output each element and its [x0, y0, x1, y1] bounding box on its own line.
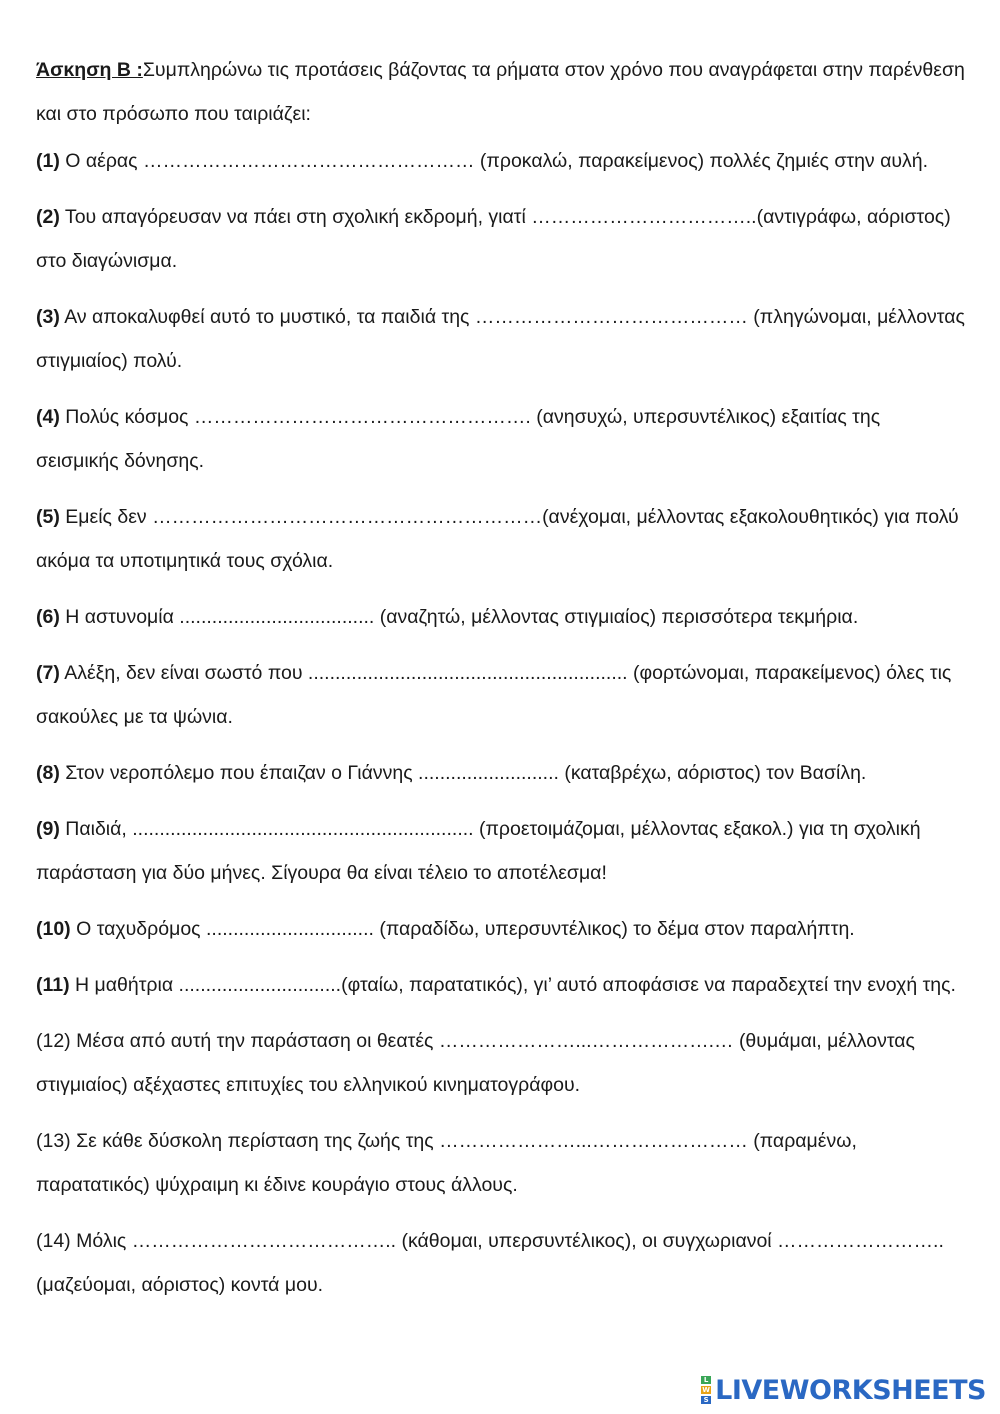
sentence-number: (14)	[36, 1230, 71, 1252]
sentence-text: Η μαθήτρια ..............................(φταίω, παρατατικός), γι’ αυτό αποφάσισε να παραδεχτεί την ενοχή της.	[75, 974, 956, 996]
sentence-number: (4)	[36, 406, 60, 428]
sentence-text: Παιδιά, ............................................................... (προετοιμάζομαι, μέλλοντας εξακολ.) για τη σχολική παράσταση για δύο μήνες. Σίγουρα θα είναι τέλειο το αποτέλεσμα!	[36, 818, 921, 884]
sentence-item	[36, 807, 966, 895]
sentence-number: (1)	[36, 150, 60, 172]
exercise-title: Άσκηση Β :	[36, 59, 143, 81]
exercise-instruction: Συμπληρώνω τις προτάσεις βάζοντας τα ρήματα στον χρόνο που αναγράφεται στην παρένθεση και στο πρόσωπο που ταιριάζει:	[36, 59, 965, 125]
sentence-number: (8)	[36, 762, 60, 784]
sentence-number: (13)	[36, 1130, 71, 1152]
sentence-number: (2)	[36, 206, 60, 228]
sentence-item	[36, 495, 966, 583]
sentence-number: (11)	[36, 974, 70, 996]
sentence-item	[36, 395, 966, 483]
sentence-text: Αλέξη, δεν είναι σωστό που ........................................................... (φορτώνομαι, παρακείμενος) όλες τις σακούλες με τα ψώνια.	[36, 662, 952, 728]
sentence-text: Η αστυνομία .................................... (αναζητώ, μέλλοντας στιγμιαίος) περισσότερα τεκμήρια.	[65, 606, 859, 628]
sentence-number: (9)	[36, 818, 60, 840]
sentence-text: Εμείς δεν ……………………………………………………(ανέχομαι, μέλλοντας εξακολουθητικός) για πολύ ακόμα τα υποτιμητικά τους σχόλια.	[36, 506, 959, 572]
sentence-text: Του απαγόρευσαν να πάει στη σχολική εκδρομή, γιατί ……………………………..(αντιγράφω, αόριστος) στο διαγώνισμα.	[36, 206, 951, 272]
sentence-text: Ο αέρας …………………………………………… (προκαλώ, παρακείμενος) πολλές ζημιές στην αυλή.	[65, 150, 929, 172]
liveworksheets-logo	[701, 1370, 986, 1410]
sentence-text: Ο ταχυδρόμος ............................... (παραδίδω, υπερσυντέλικος) το δέμα στον παραλήπτη.	[76, 918, 855, 940]
sentence-item	[36, 651, 966, 739]
liveworksheets-logo-icon: L W S	[702, 1376, 711, 1404]
sentence-item	[36, 1219, 966, 1307]
sentence-text: Σε κάθε δύσκολη περίσταση της ζωής της …………………...…………………… (παραμένω, παρατατικός) ψύχραιμη κι έδινε κουράγιο στους άλλους.	[36, 1130, 857, 1196]
sentence-item	[36, 195, 966, 283]
sentence-item	[36, 595, 966, 639]
sentence-item	[36, 751, 966, 795]
sentence-item	[36, 907, 966, 951]
sentence-item	[36, 139, 966, 183]
sentence-text: Αν αποκαλυφθεί αυτό το μυστικό, τα παιδιά της …………………………………… (πληγώνομαι, μέλλοντας στιγμιαίος) πολύ.	[36, 306, 965, 372]
sentence-number: (10)	[36, 918, 71, 940]
sentence-number: (7)	[36, 662, 60, 684]
sentence-number: (3)	[36, 306, 60, 328]
sentence-number: (6)	[36, 606, 60, 628]
worksheet	[36, 48, 966, 1319]
sentence-text: Μόλις ………………………………….. (κάθομαι, υπερσυντέλικος), οι συγχωριανοί …………………….. (μαζεύομαι, αόριστος) κοντά μου.	[36, 1230, 944, 1296]
sentence-item	[36, 1019, 966, 1107]
sentence-text: Μέσα από αυτή την παράσταση οι θεατές …………………...……………….… (θυμάμαι, μέλλοντας στιγμιαίος) αξέχαστες επιτυχίες του ελληνικού κινηματογράφου.	[36, 1030, 915, 1096]
sentence-item	[36, 1119, 966, 1207]
sentence-list	[36, 139, 966, 1307]
sentence-text: Πολύς κόσμος ……………………………………………. (ανησυχώ, υπερσυντέλικος) εξαιτίας της σεισμικής δόνησης.	[36, 406, 881, 472]
sentence-item	[36, 963, 966, 1007]
exercise-header	[36, 48, 966, 136]
sentence-item	[36, 295, 966, 383]
logo-text: LIVEWORKSHEETS	[715, 1374, 986, 1406]
sentence-text: Στον νεροπόλεμο που έπαιζαν ο Γιάννης .......................... (καταβρέχω, αόριστος) τον Βασίλη.	[65, 762, 867, 784]
sentence-number: (12)	[36, 1030, 71, 1052]
sentence-number: (5)	[36, 506, 60, 528]
